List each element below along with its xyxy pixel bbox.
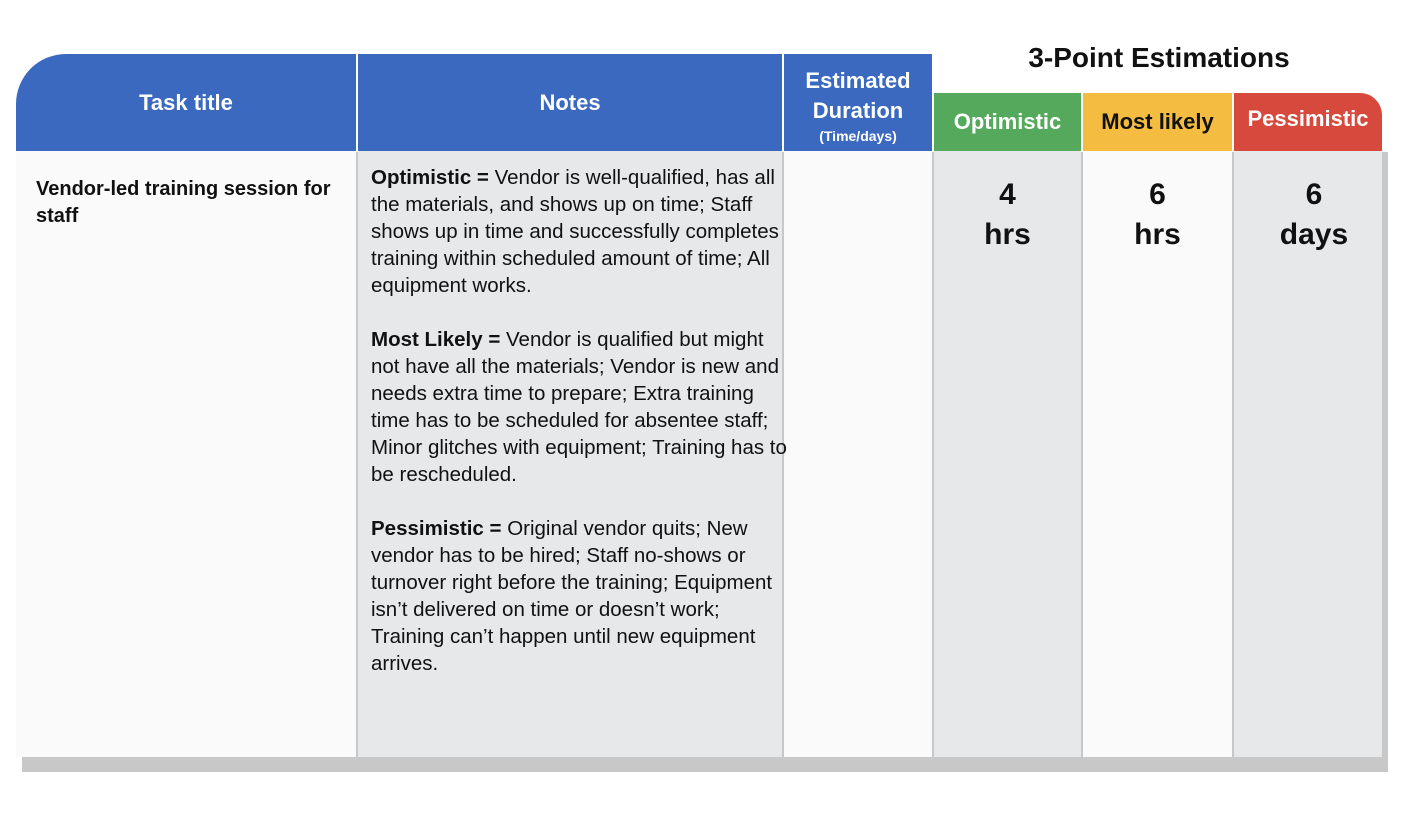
most-likely-number: 6: [1149, 178, 1166, 211]
header-estimated-duration-line2: Duration: [812, 97, 904, 123]
header-notes: [358, 54, 782, 151]
notes-cell: [371, 164, 791, 704]
header-notes-label: Notes: [539, 89, 601, 115]
task-title-cell: Vendor-led training session for staff: [36, 178, 331, 227]
note-most-likely-text: Vendor is qualified but might not have all the materials; Vendor is new and needs extra time to prepare; Extra training time has to be scheduled for absentee staff; Minor glitches with equipment; Training has to be rescheduled.: [371, 328, 787, 486]
most-likely-value: [1083, 175, 1232, 255]
header-most-likely: [1083, 93, 1232, 151]
most-likely-unit: hrs: [1134, 218, 1181, 251]
header-task-title: [16, 54, 356, 151]
header-estimated-duration-line1: Estimated: [805, 67, 911, 93]
header-task-title-label: Task title: [139, 89, 233, 115]
pessimistic-value: [1240, 175, 1388, 255]
note-pessimistic-text: Original vendor quits; New vendor has to be hired; Staff no-shows or turnover right before the training; Equipment isn’t delivered on time or doesn’t work; Training can’t happen until new equipment arrives.: [371, 517, 773, 675]
note-optimistic-label: Optimistic =: [371, 166, 489, 189]
header-pessimistic: [1234, 93, 1382, 151]
note-most-likely-label: Most Likely =: [371, 328, 501, 351]
header-estimated-duration: [784, 54, 932, 151]
header-optimistic-label: Optimistic: [953, 109, 1062, 134]
header-estimated-duration-sub: (Time/days): [819, 127, 897, 144]
three-point-title: 3-Point Estimations: [1028, 42, 1290, 73]
note-optimistic-text: Vendor is well-qualified, has all the materials, and shows up on time; Staff shows up in time and successfully completes training within scheduled amount of time; All equipment works.: [371, 166, 779, 297]
note-pessimistic: [371, 515, 791, 677]
pessimistic-number: 6: [1305, 178, 1323, 211]
header-optimistic: [934, 93, 1081, 151]
note-optimistic: [371, 164, 791, 299]
note-most-likely: [371, 326, 791, 488]
note-pessimistic-label: Pessimistic =: [371, 517, 502, 540]
optimistic-value: [934, 175, 1081, 255]
pessimistic-unit: days: [1279, 218, 1349, 251]
optimistic-number: 4: [999, 178, 1016, 211]
column-task-title: [16, 151, 356, 757]
header-pessimistic-label: Pessimistic: [1247, 106, 1369, 131]
column-estimated-duration: [784, 151, 932, 757]
header-most-likely-label: Most likely: [1101, 109, 1214, 134]
optimistic-unit: hrs: [984, 218, 1031, 251]
